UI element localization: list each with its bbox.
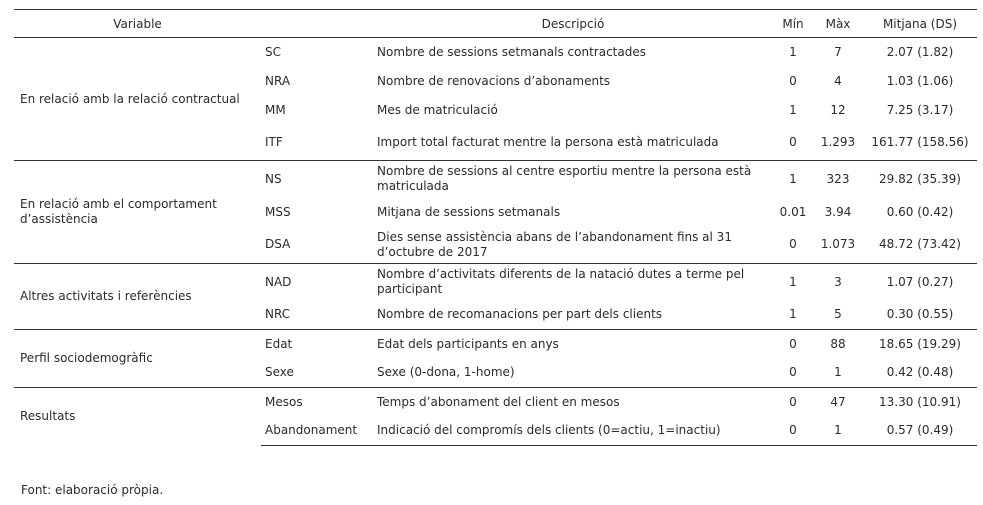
mean-sd-value: 7.25 (3.17) [886,102,954,117]
mean-sd-value: 0.30 (0.55) [886,307,954,322]
variable-code: Sexe [265,365,294,380]
variable-code: ITF [265,134,283,149]
mean-sd-value: 0.42 (0.48) [886,365,954,380]
variable-code: DSA [265,237,291,252]
mean-sd-value: 2.07 (1.82) [863,38,977,67]
group-label: Perfil sociodemogràfic [14,330,261,388]
variable-description: Nombre d’activitats diferents de la natació dutes a terme pel participant [373,264,773,301]
mean-sd-value: 1.03 (1.06) [886,73,954,88]
min-value: 1 [789,307,797,322]
mean-sd-value: 0.57 (0.49) [863,417,977,446]
variable-code: Abandonament [261,417,373,446]
variables-table [14,9,977,446]
header-code [261,10,373,38]
max-value: 1.073 [820,237,856,252]
min-value: 1 [773,161,813,198]
max-value: 4 [834,73,842,88]
group-label: Altres activitats i referències [14,264,261,330]
variable-code: Mesos [261,388,373,417]
group-label: En relació amb el comportament d’assistència [14,161,261,264]
variable-description: Nombre de sessions al centre esportiu mentre la persona està matriculada [373,161,773,198]
header-min: Mín [773,10,813,38]
variable-code: NAD [261,264,373,301]
variable-description: Nombre de sessions setmanals contractades [373,38,773,67]
min-value: 0 [773,388,813,417]
max-value: 7 [813,38,863,67]
variable-code: NRA [265,73,291,88]
max-value: 1 [813,417,863,446]
variable-code: NRC [265,307,291,322]
group-label: Resultats [14,388,261,446]
variable-description: Indicació del compromís dels clients (0=actiu, 1=inactiu) [373,417,773,446]
max-value: 3.94 [824,204,852,219]
header-max: Màx [813,10,863,38]
variable-code: Edat [261,330,373,359]
mean-sd-value: 29.82 (35.39) [863,161,977,198]
max-value: 47 [813,388,863,417]
table-row [14,388,977,417]
min-value: 0 [789,134,797,149]
variable-code: MM [265,102,286,117]
min-value: 1 [773,38,813,67]
max-value: 3 [813,264,863,301]
mean-sd-value: 48.72 (73.42) [879,237,961,252]
table-row [14,264,977,301]
variable-description: Mes de matriculació [377,102,498,117]
variable-description: Import total facturat mentre la persona està matriculada [377,134,719,149]
table-row [14,330,977,359]
variable-description: Mitjana de sessions setmanals [377,204,561,219]
header-mean: Mitjana (DS) [863,10,977,38]
max-value: 5 [834,307,842,322]
table-body [14,38,977,446]
min-value: 0.01 [779,204,807,219]
table-row [14,161,977,198]
min-value: 1 [773,264,813,301]
max-value: 323 [813,161,863,198]
variable-description: Temps d’abonament del client en mesos [373,388,773,417]
header-variable: Variable [14,10,261,38]
variable-code: NS [261,161,373,198]
header-row [14,10,977,38]
max-value: 88 [813,330,863,359]
group-label: En relació amb la relació contractual [14,38,261,161]
mean-sd-value: 1.07 (0.27) [863,264,977,301]
max-value: 1.293 [820,134,856,149]
mean-sd-value: 0.60 (0.42) [886,204,954,219]
max-value: 12 [830,102,846,117]
variable-description: Edat dels participants en anys [373,330,773,359]
min-value: 0 [773,417,813,446]
variable-code: MSS [265,204,291,219]
min-value: 0 [789,73,797,88]
max-value: 1 [834,365,842,380]
min-value: 1 [789,102,797,117]
variable-description: Nombre de recomanacions per part dels clients [377,307,663,322]
header-description: Descripció [373,10,773,38]
mean-sd-value: 13.30 (10.91) [863,388,977,417]
mean-sd-value: 161.77 (158.56) [871,134,969,149]
min-value: 0 [789,237,797,252]
footnote: Font: elaboració pròpia. [21,483,164,497]
variable-description: Dies sense assistència abans de l’abandonament fins al 31 d’octubre de 2017 [377,229,732,259]
min-value: 0 [789,365,797,380]
mean-sd-value: 18.65 (19.29) [863,330,977,359]
min-value: 0 [773,330,813,359]
variable-description: Sexe (0-dona, 1-home) [377,365,515,380]
table-row [14,38,977,67]
variable-description: Nombre de renovacions d’abonaments [377,73,611,88]
variable-code: SC [261,38,373,67]
